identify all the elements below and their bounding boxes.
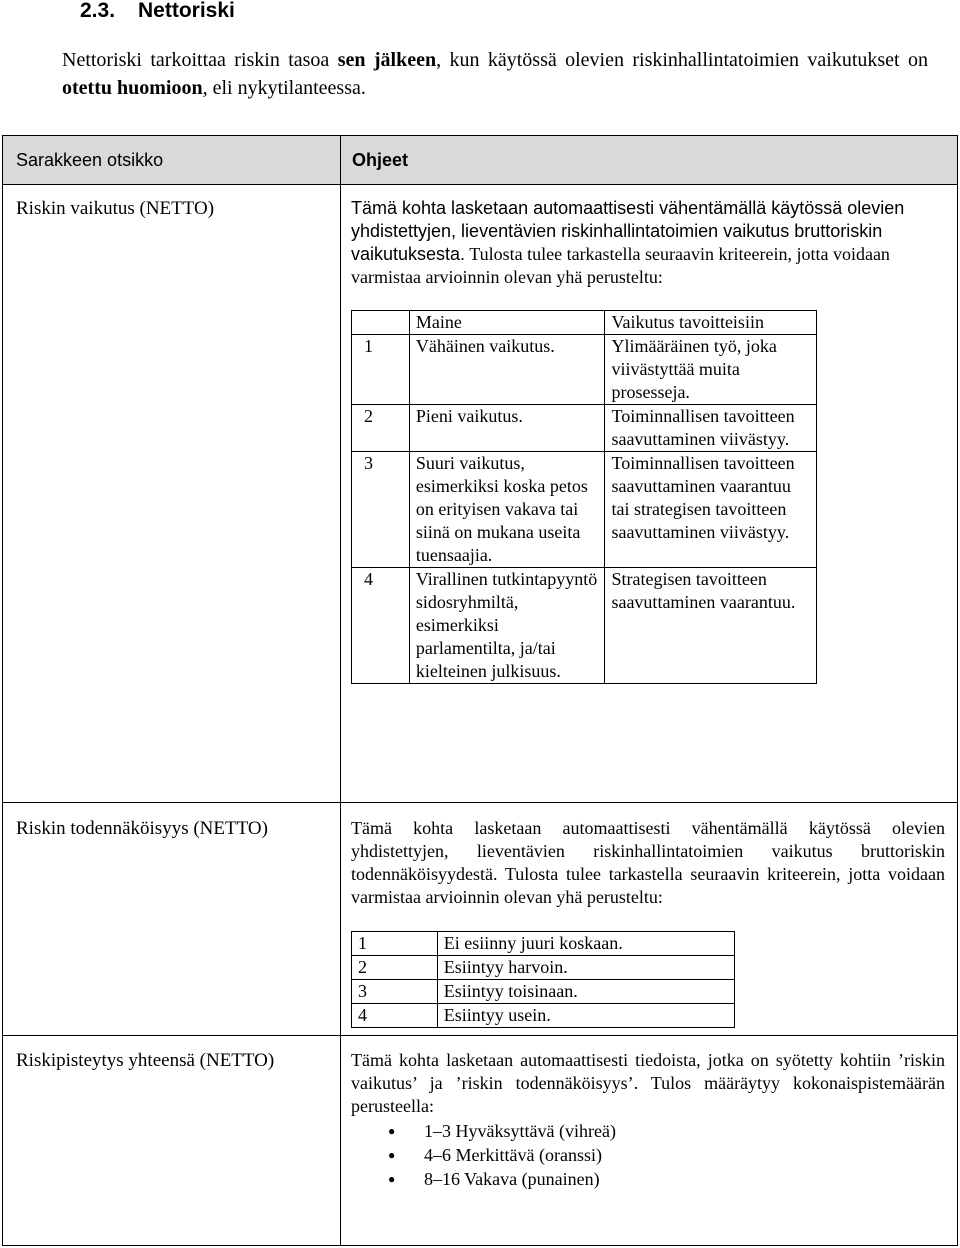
table-row [352, 568, 817, 684]
intro-text-3: , eli nykytilanteessa. [202, 77, 366, 99]
row3-instructions: Tämä kohta lasketaan automaattisesti tiedoista, jotka on syötetty kohtiin ’riskin vaikutus’ ja ’riskin todennäköisyys’. Tulos määräytyy kokonaispistemäärän perusteella: [351, 1050, 945, 1116]
table-cell: Suuri vaikutus, esimerkiksi koska petos on erityisen vakava tai siinä on mukana useita tuensaajia. [409, 452, 605, 568]
header-col2: Ohjeet [352, 150, 409, 170]
list-item: ● 1–3 Hyväksyttävä (vihreä) [388, 1119, 616, 1143]
table-cell: Virallinen tutkintapyyntö sidosryhmiltä, esimerkiksi parlamentilta, ja/tai kielteinen julkisuus. [409, 568, 605, 684]
table-cell: 4 [352, 568, 410, 684]
row-label-todennakoisyys: Riskin todennäköisyys (NETTO) [16, 818, 268, 839]
table-cell: Maine [409, 311, 605, 335]
row2-instructions: Tämä kohta lasketaan automaattisesti vähentämällä käytössä olevien yhdistettyjen, lieventävien riskinhallintatoimien vaikutus bruttoriskin todennäköisyydestä. Tulosta tulee tarkastella seuraavin kriteerein, jotta voidaan varmistaa arvioinnin olevan yhä perusteltu: [351, 818, 945, 907]
table-cell: Esiintyy toisinaan. [437, 980, 734, 1004]
table-cell: Pieni vaikutus. [409, 405, 605, 452]
border-middle [340, 135, 341, 1246]
table-cell: Esiintyy usein. [437, 1004, 734, 1028]
table-row [352, 335, 817, 405]
border-left [2, 135, 3, 1246]
intro-text-1: Nettoriski tarkoittaa riskin tasoa [62, 49, 338, 71]
row-label-vaikutus: Riskin vaikutus (NETTO) [16, 198, 215, 219]
section-heading [80, 0, 235, 24]
intro-paragraph [62, 46, 928, 102]
table-cell: Vaikutus tavoitteisiin [605, 311, 817, 335]
row1-text-sans: Tämä kohta lasketaan automaattisesti vähentämällä käytössä olevien yhdistettyjen, lieventävien riskinhallintatoimien vaikutus bruttoriskin vaikutuksesta. [351, 198, 905, 264]
table-row [352, 311, 817, 335]
intro-bold-1: sen jälkeen [337, 49, 437, 71]
table-cell: 2 [352, 405, 410, 452]
table-cell: Toiminnallisen tavoitteen saavuttaminen vaarantuu tai strategisen tavoitteen saavuttaminen viivästyy. [605, 452, 817, 568]
section-title: Nettoriski [138, 0, 235, 22]
border-header [2, 184, 958, 185]
section-number: 2.3. [80, 0, 116, 22]
table-row [352, 956, 735, 980]
border-right [957, 135, 958, 1246]
table-cell: Vähäinen vaikutus. [409, 335, 605, 405]
table-row [352, 980, 735, 1004]
table-cell: Ei esiinny juuri koskaan. [437, 932, 734, 956]
border-row2 [2, 1035, 958, 1036]
row-label-riskipisteytys: Riskipisteytys yhteensä (NETTO) [16, 1050, 275, 1071]
table-cell [352, 311, 410, 335]
instructions-table [2, 135, 958, 1246]
row1-instructions [351, 197, 941, 289]
border-top [2, 135, 958, 136]
intro-bold-2: otettu huomioon [62, 77, 203, 99]
list-item: ● 8–16 Vakava (punainen) [388, 1167, 616, 1191]
border-bottom [2, 1245, 958, 1246]
table-row [352, 452, 817, 568]
table-row [352, 1004, 735, 1028]
score-bullet-list [388, 1119, 616, 1191]
table-cell: 1 [352, 932, 438, 956]
likelihood-criteria-table [351, 931, 735, 1028]
table-cell: Esiintyy harvoin. [437, 956, 734, 980]
table-cell: Strategisen tavoitteen saavuttaminen vaarantuu. [605, 568, 817, 684]
table-cell: Ylimääräinen työ, joka viivästyttää muita prosesseja. [605, 335, 817, 405]
table-cell: 2 [352, 956, 438, 980]
list-item: ● 4–6 Merkittävä (oranssi) [388, 1143, 616, 1167]
table-cell: 1 [352, 335, 410, 405]
table-row [352, 405, 817, 452]
table-cell: 3 [352, 980, 438, 1004]
impact-criteria-table [351, 310, 817, 684]
border-row1 [2, 802, 958, 803]
header-col1: Sarakkeen otsikko [16, 150, 164, 170]
row1-text-serif: Tulosta tulee tarkastella seuraavin kriteerein, jotta voidaan varmistaa arvioinnin olevan yhä perusteltu: [351, 244, 890, 287]
intro-text-2: , kun käytössä olevien riskinhallintatoimien vaikutukset on [436, 49, 928, 71]
table-row [352, 932, 735, 956]
table-cell: 3 [352, 452, 410, 568]
table-cell: Toiminnallisen tavoitteen saavuttaminen viivästyy. [605, 405, 817, 452]
table-cell: 4 [352, 1004, 438, 1028]
